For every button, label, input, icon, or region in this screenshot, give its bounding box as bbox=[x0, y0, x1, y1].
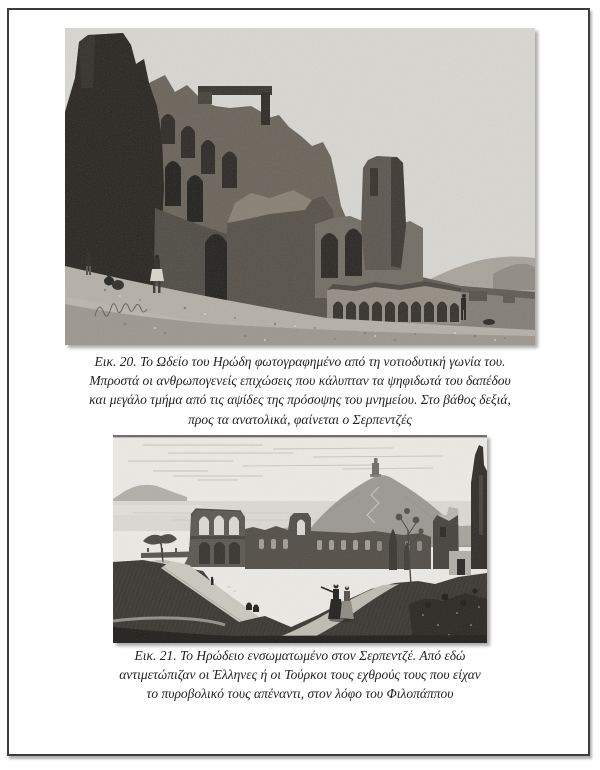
caption-line: Εικ. 20. Το Ωδείο του Ηρώδη φωτογραφημένο από τη νοτιοδυτική γωνία του. bbox=[94, 354, 506, 369]
figure-21-engraving bbox=[113, 435, 487, 643]
figure-20-photo bbox=[65, 28, 535, 345]
caption-line: και μεγάλο τμήμα από τις αψίδες της πρόσοψης του μνημείου. Στο βάθος δεξιά, bbox=[89, 392, 511, 408]
engraving-grain bbox=[113, 435, 487, 643]
caption-line: προς τα ανατολικά, φαίνεται ο Σερπεντζές bbox=[188, 411, 412, 427]
herodeion-engraving-graphic bbox=[113, 435, 487, 643]
caption-line: Μπροστά οι ανθρωπογενείς επιχώσεις που κάλυπταν τα ψηφιδωτά του δαπέδου bbox=[89, 373, 511, 389]
odeon-photo-graphic bbox=[65, 28, 535, 345]
caption-line: Εικ. 21. Το Ηρώδειο ενσωματωμένο στον Σερπεντζέ. Από εδώ bbox=[134, 648, 466, 663]
caption-line: αντιμετώπιζαν οι Έλληνες ή οι Τούρκοι τους εχθρούς τους που είχαν bbox=[119, 667, 481, 683]
photo-grain bbox=[65, 28, 535, 345]
caption-line: το πυροβολικό τους απέναντι, στον λόφο του Φιλοπάππου bbox=[146, 686, 454, 702]
figure-20-caption bbox=[30, 352, 570, 429]
figure-21-caption bbox=[30, 646, 570, 704]
